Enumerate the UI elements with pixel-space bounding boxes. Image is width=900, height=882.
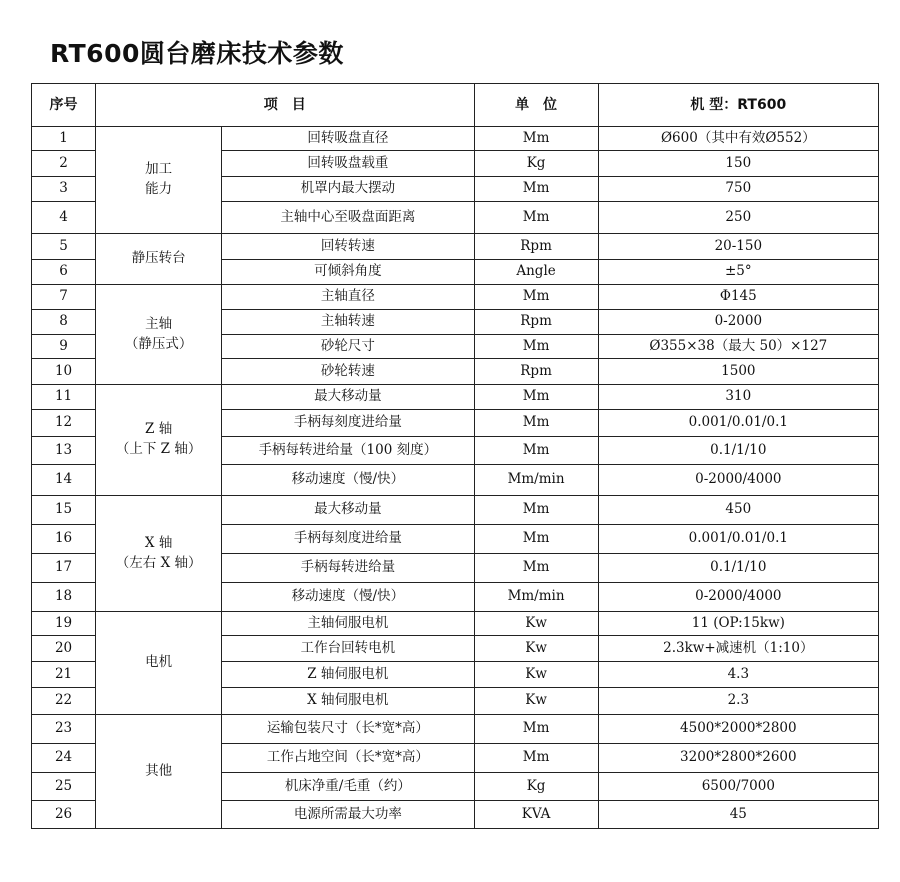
spec-value: 2.3: [598, 688, 878, 715]
item-name: 最大移动量: [222, 496, 474, 525]
row-number: 9: [32, 335, 96, 359]
row-number: 21: [32, 662, 96, 688]
unit-value: Mm: [474, 715, 598, 744]
header-unit: 单 位: [474, 84, 598, 127]
row-number: 19: [32, 612, 96, 636]
row-number: 5: [32, 234, 96, 260]
header-model: 机 型：RT600: [598, 84, 878, 127]
unit-value: Mm: [474, 285, 598, 310]
row-number: 6: [32, 260, 96, 285]
spec-value: 45: [598, 801, 878, 829]
spec-value: 0.001/0.01/0.1: [598, 525, 878, 554]
group-label: Z 轴 （上下 Z 轴）: [96, 385, 222, 496]
row-number: 13: [32, 437, 96, 465]
row-number: 16: [32, 525, 96, 554]
unit-value: Kw: [474, 688, 598, 715]
unit-value: Rpm: [474, 310, 598, 335]
row-number: 1: [32, 127, 96, 151]
row-number: 15: [32, 496, 96, 525]
unit-value: Kw: [474, 662, 598, 688]
page-title: RT600圆台磨床技术参数: [50, 39, 344, 68]
row-number: 7: [32, 285, 96, 310]
spec-value: 250: [598, 202, 878, 234]
item-name: 回转转速: [222, 234, 474, 260]
spec-value: 150: [598, 151, 878, 177]
group-label: X 轴 （左右 X 轴）: [96, 496, 222, 612]
item-name: 砂轮转速: [222, 359, 474, 385]
spec-value: Ø355×38（最大 50）×127: [598, 335, 878, 359]
spec-value: 6500/7000: [598, 773, 878, 801]
row-number: 25: [32, 773, 96, 801]
unit-value: Mm: [474, 127, 598, 151]
item-name: 移动速度（慢/快）: [222, 583, 474, 612]
row-number: 26: [32, 801, 96, 829]
item-name: 手柄每转进给量: [222, 554, 474, 583]
row-number: 3: [32, 177, 96, 202]
spec-value: 0-2000/4000: [598, 583, 878, 612]
row-number: 11: [32, 385, 96, 410]
unit-value: Mm: [474, 554, 598, 583]
row-number: 23: [32, 715, 96, 744]
spec-value: 20-150: [598, 234, 878, 260]
spec-value: Ø600（其中有效Ø552）: [598, 127, 878, 151]
spec-value: ±5°: [598, 260, 878, 285]
unit-value: Mm: [474, 496, 598, 525]
unit-value: Rpm: [474, 234, 598, 260]
unit-value: Kw: [474, 636, 598, 662]
item-name: 工作占地空间（长*宽*高）: [222, 744, 474, 773]
row-number: 20: [32, 636, 96, 662]
table-row: [32, 234, 879, 260]
spec-table: [31, 83, 879, 829]
item-name: X 轴伺服电机: [222, 688, 474, 715]
item-name: 手柄每刻度进给量: [222, 525, 474, 554]
item-name: 移动速度（慢/快）: [222, 465, 474, 496]
table-row: [32, 385, 879, 410]
row-number: 2: [32, 151, 96, 177]
spec-value: 4.3: [598, 662, 878, 688]
spec-value: Φ145: [598, 285, 878, 310]
spec-value: 2.3kw+减速机（1:10）: [598, 636, 878, 662]
table-row: [32, 612, 879, 636]
spec-value: 750: [598, 177, 878, 202]
row-number: 18: [32, 583, 96, 612]
spec-value: 0-2000/4000: [598, 465, 878, 496]
unit-value: Angle: [474, 260, 598, 285]
item-name: 最大移动量: [222, 385, 474, 410]
group-label: 电机: [96, 612, 222, 715]
item-name: 主轴中心至吸盘面距离: [222, 202, 474, 234]
unit-value: Mm: [474, 335, 598, 359]
item-name: 机床净重/毛重（约）: [222, 773, 474, 801]
unit-value: Mm: [474, 385, 598, 410]
unit-value: Rpm: [474, 359, 598, 385]
table-row: [32, 715, 879, 744]
row-number: 4: [32, 202, 96, 234]
row-number: 17: [32, 554, 96, 583]
spec-value: 4500*2000*2800: [598, 715, 878, 744]
item-name: 可倾斜角度: [222, 260, 474, 285]
item-name: 砂轮尺寸: [222, 335, 474, 359]
item-name: 运输包装尺寸（长*宽*高）: [222, 715, 474, 744]
unit-value: Mm: [474, 202, 598, 234]
item-name: 手柄每刻度进给量: [222, 410, 474, 437]
item-name: 回转吸盘载重: [222, 151, 474, 177]
header-no: 序号: [32, 84, 96, 127]
spec-value: 0-2000: [598, 310, 878, 335]
table-row: [32, 285, 879, 310]
row-number: 24: [32, 744, 96, 773]
unit-value: Mm: [474, 177, 598, 202]
unit-value: Mm/min: [474, 583, 598, 612]
group-label: 其他: [96, 715, 222, 829]
group-label: 加工 能力: [96, 127, 222, 234]
item-name: 回转吸盘直径: [222, 127, 474, 151]
spec-table-body: [32, 127, 879, 829]
spec-value: 0.1/1/10: [598, 437, 878, 465]
row-number: 10: [32, 359, 96, 385]
unit-value: Mm: [474, 525, 598, 554]
unit-value: Kw: [474, 612, 598, 636]
unit-value: Kg: [474, 773, 598, 801]
row-number: 14: [32, 465, 96, 496]
group-label: 静压转台: [96, 234, 222, 285]
item-name: 电源所需最大功率: [222, 801, 474, 829]
spec-value: 1500: [598, 359, 878, 385]
item-name: 主轴伺服电机: [222, 612, 474, 636]
row-number: 22: [32, 688, 96, 715]
table-row: [32, 496, 879, 525]
spec-value: 310: [598, 385, 878, 410]
unit-value: Mm: [474, 744, 598, 773]
unit-value: Mm: [474, 410, 598, 437]
table-row: [32, 127, 879, 151]
unit-value: Mm/min: [474, 465, 598, 496]
spec-value: 0.001/0.01/0.1: [598, 410, 878, 437]
unit-value: Kg: [474, 151, 598, 177]
header-item: 项 目: [96, 84, 474, 127]
item-name: 主轴直径: [222, 285, 474, 310]
row-number: 8: [32, 310, 96, 335]
spec-value: 450: [598, 496, 878, 525]
item-name: 主轴转速: [222, 310, 474, 335]
unit-value: KVA: [474, 801, 598, 829]
item-name: 机罩内最大摆动: [222, 177, 474, 202]
spec-value: 0.1/1/10: [598, 554, 878, 583]
item-name: Z 轴伺服电机: [222, 662, 474, 688]
group-label: 主轴 （静压式）: [96, 285, 222, 385]
spec-value: 11 (OP:15kw): [598, 612, 878, 636]
header-row: [32, 84, 879, 127]
row-number: 12: [32, 410, 96, 437]
item-name: 手柄每转进给量（100 刻度）: [222, 437, 474, 465]
item-name: 工作台回转电机: [222, 636, 474, 662]
spec-value: 3200*2800*2600: [598, 744, 878, 773]
unit-value: Mm: [474, 437, 598, 465]
